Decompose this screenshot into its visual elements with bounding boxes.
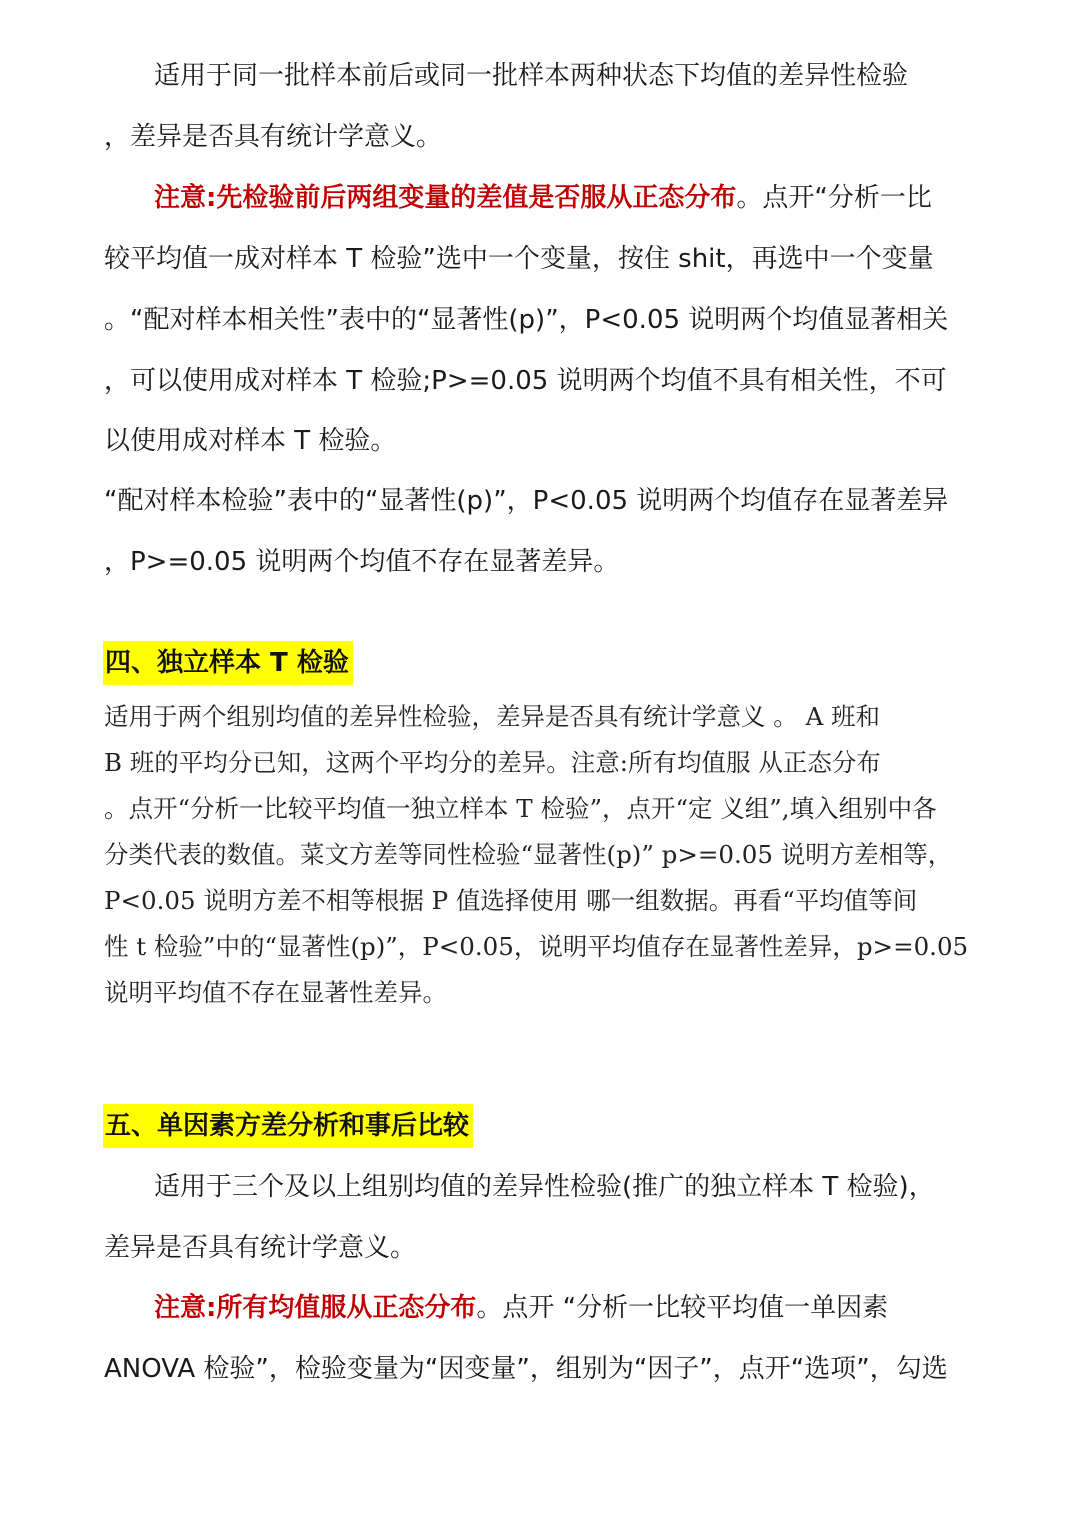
paragraph-line: “配对样本检验”表中的“显著性(p)”，P<0.05 说明两个均值存在显著差异 [104, 486, 949, 516]
paragraph-line: 性 t 检验”中的“显著性(p)”，P<0.05，说明平均值存在显著性差异，p>=0.05 [104, 932, 969, 961]
paragraph-line: 较平均值一成对样本 T 检验”选中一个变量，按住 shit，再选中一个变量 [104, 244, 934, 274]
note-text: 。点开 “分析一比较平均值一单因素 [476, 1293, 889, 1323]
note-label: 注意:先检验前后两组变量的差值是否服从正态分布 [154, 183, 737, 213]
paragraph-line: ANOVA 检验”，检验变量为“因变量”，组别为“因子”，点开“选项”，勾选 [104, 1354, 948, 1384]
paragraph-line: 适用于同一批样本前后或同一批样本两种状态下均值的差异性检验 [154, 61, 909, 91]
paragraph-line: 说明平均值不存在显著性差异。 [104, 978, 447, 1007]
note-line [154, 1288, 888, 1328]
paragraph-line: ，差异是否具有统计学意义。 [104, 122, 443, 152]
paragraph-line: P<0.05 说明方差不相等根据 P 值选择使用 哪一组数据。再看“平均值等间 [104, 886, 918, 915]
paragraph-line: B 班的平均分已知，这两个平均分的差异。注意:所有均值服 从正态分布 [104, 748, 881, 777]
section-heading-anova: 五、单因素方差分析和事后比较 [103, 1104, 473, 1148]
paragraph-line: 差异是否具有统计学意义。 [104, 1233, 417, 1263]
note-text: 。点开“分析一比 [736, 183, 932, 213]
paragraph-line: ，P>=0.05 说明两个均值不存在显著差异。 [104, 547, 620, 577]
note-label: 注意:所有均值服从正态分布 [154, 1293, 477, 1323]
paragraph-line: 。“配对样本相关性”表中的“显著性(p)”，P<0.05 说明两个均值显著相关 [104, 305, 949, 335]
section-heading-independent-t-test: 四、独立样本 T 检验 [103, 641, 353, 685]
paragraph-line: 分类代表的数值。菜文方差等同性检验“显著性(p)” p>=0.05 说明方差相等， [104, 840, 953, 869]
paragraph-line: 适用于三个及以上组别均值的差异性检验(推广的独立样本 T 检验)， [154, 1172, 935, 1202]
paragraph-line: 适用于两个组别均值的差异性检验，差异是否具有统计学意义 。 A 班和 [104, 702, 881, 731]
paragraph-line: 。点开“分析一比较平均值一独立样本 T 检验”，点开“定 义组”,填入组别中各 [104, 794, 937, 823]
note-line [154, 178, 932, 218]
paragraph-line: ，可以使用成对样本 T 检验;P>=0.05 说明两个均值不具有相关性，不可 [104, 366, 947, 396]
paragraph-line: 以使用成对样本 T 检验。 [104, 426, 397, 456]
